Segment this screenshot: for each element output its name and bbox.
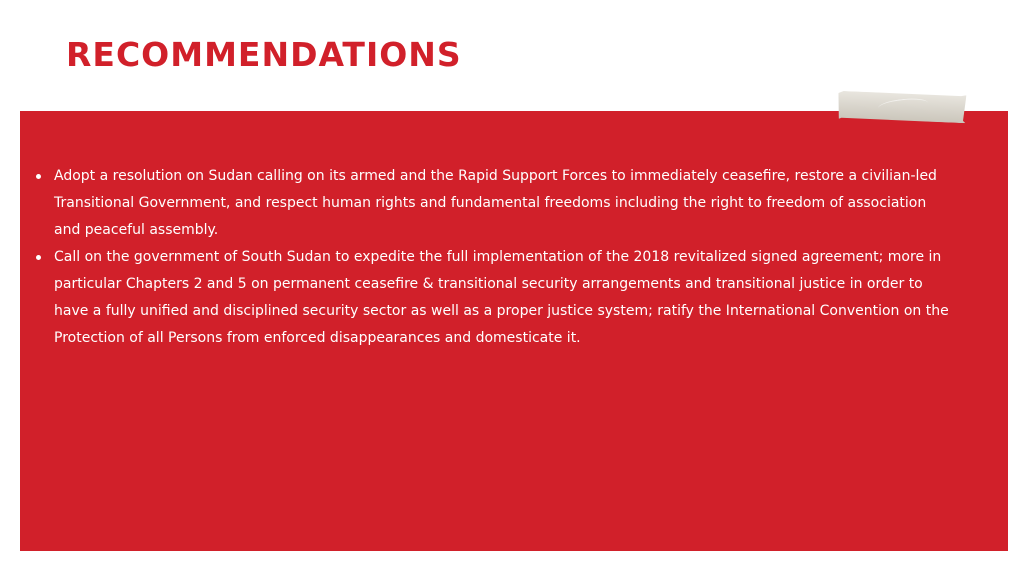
bullet-icon [36, 255, 41, 260]
recommendations-list [32, 163, 952, 352]
bullet-text: Adopt a resolution on Sudan calling on its armed and the Rapid Support Forces to immediately ceasefire, restore a civilian-led Transitional Government, and respect human rights and fundamental freedoms including the right to freedom of association and peaceful assembly. [54, 168, 937, 238]
tape-decoration [838, 91, 967, 123]
list-item [32, 163, 952, 244]
bullet-text: Call on the government of South Sudan to expedite the full implementation of the 2018 revitalized signed agreement; more in particular Chapters 2 and 5 on permanent ceasefire & transitional security arrangements and transitional justice in order to have a fully unified and disciplined security sector as well as a proper justice system; ratify the International Convention on the Protection of all Persons from enforced disappearances and domesticate it. [54, 249, 949, 346]
list-item [32, 244, 952, 352]
slide-title: RECOMMENDATIONS [66, 35, 462, 74]
bullet-icon [36, 174, 41, 179]
